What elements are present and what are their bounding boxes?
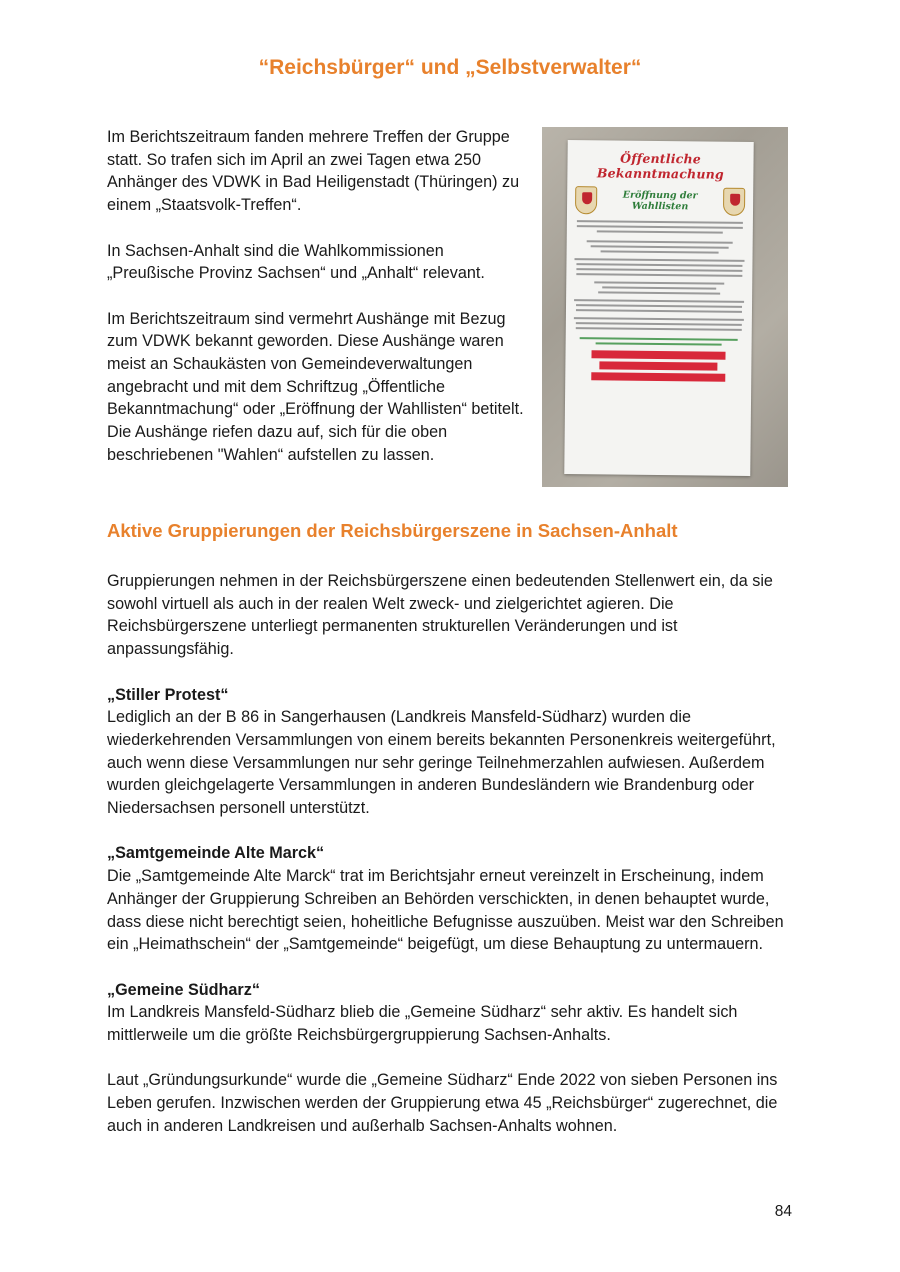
coat-of-arms-icon xyxy=(575,186,598,214)
section-intro: Gruppierungen nehmen in der Reichsbürgerszene einen bedeutenden Stellenwert ein, da sie sowohl virtuell als auch in der realen Welt zweck- und zielgerichtet agieren. Die Reichsbürgerszene unterliegt permanenten strukturellen Veränderungen und ist anpassungsfähig. xyxy=(107,572,773,659)
intro-paragraph: Im Berichtszeitraum sind vermehrt Aushänge mit Bezug zum VDWK bekannt geworden. Diese Aushänge waren meist an Schaukästen von Gemeindeverwaltungen angebracht und mit dem Schriftzug „Öffentliche Bekanntmachung“ oder „Eröffnung der Wahllisten“ betitelt. Die Aushänge riefen dazu auf, sich für die oben beschriebenen "Wahlen“ aufstellen zu lassen. xyxy=(107,309,524,464)
group-heading: „Stiller Protest“ xyxy=(107,685,229,704)
section-title: Aktive Gruppierungen der Reichsbürgerszene in Sachsen-Anhalt xyxy=(107,520,678,541)
group-text: Die „Samtgemeinde Alte Marck“ trat im Berichtsjahr erneut vereinzelt in Erscheinung, indem Anhänger der Gruppierung Schreiben an Behörden verschickten, in denen behauptet wurde, dass diese nicht berechtigt seien, hoheitliche Befugnisse auszuüben. Meist war den Schreiben ein „Heimathschein“ der „Samtgemeinde“ beigefügt, um diese Behauptung zu untermauern. xyxy=(107,867,784,954)
body-text xyxy=(107,570,793,1160)
poster-fine-print xyxy=(565,220,753,382)
poster-subheading: Eröffnung der Wahllisten xyxy=(622,189,698,213)
coat-of-arms-icon xyxy=(723,188,746,216)
group-heading: „Gemeine Südharz“ xyxy=(107,980,260,999)
intro-paragraph: In Sachsen-Anhalt sind die Wahlkommissionen „Preußische Provinz Sachsen“ und „Anhalt“ relevant. xyxy=(107,241,485,283)
group-heading: „Samtgemeinde Alte Marck“ xyxy=(107,844,325,863)
group-text: Im Landkreis Mansfeld-Südharz blieb die „Gemeine Südharz“ sehr aktiv. Es handelt sich mittlerweile um die größte Reichsbürgergruppierung Sachsen-Anhalts. xyxy=(107,1003,738,1045)
notice-photo xyxy=(542,127,788,487)
poster-heading: Öffentliche Bekanntmachung xyxy=(596,150,724,182)
closing-paragraph: Laut „Gründungsurkunde“ wurde die „Gemeine Südharz“ Ende 2022 von sieben Personen ins Leben gerufen. Inzwischen werden der Gruppierung etwa 45 „Reichsbürger“ zugerechnet, die auch in anderen Landkreisen und außerhalb Sachsen-Anhalts wohnen. xyxy=(107,1071,778,1135)
group-text: Lediglich an der B 86 in Sangerhausen (Landkreis Mansfeld-Südharz) wurden die wiederkehrenden Versammlungen von einem bereits bekannten Personenkreis weitergeführt, auch wenn diese Versammlungen nur sehr geringe Teilnehmerzahlen aufwiesen. Außerdem wurden gleichgelagerte Versammlungen in anderen Bundesländern wie Brandenburg oder Niedersachsen personell unterstützt. xyxy=(107,708,776,818)
notice-poster xyxy=(564,140,753,476)
intro-paragraph: Im Berichtszeitraum fanden mehrere Treffen der Gruppe statt. So trafen sich im April an zwei Tagen etwa 250 Anhänger des VDWK in Bad Heiligenstadt (Thüringen) zu einem „Staatsvolk-Treffen“. xyxy=(107,128,520,215)
page-title: “Reichsbürger“ und „Selbstverwalter“ xyxy=(258,56,642,79)
page-number: 84 xyxy=(774,1203,792,1220)
intro-text xyxy=(107,126,527,489)
